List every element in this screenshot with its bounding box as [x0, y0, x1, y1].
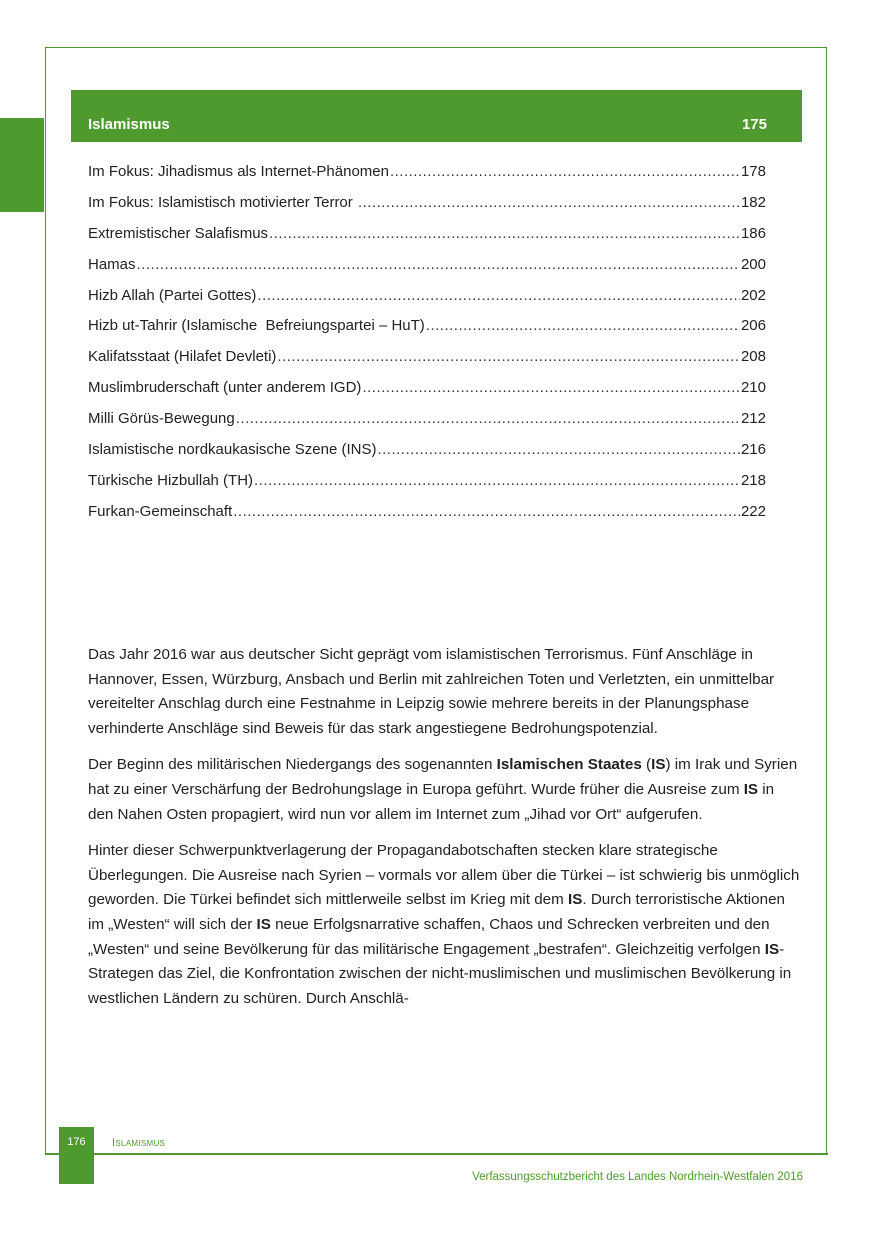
- toc-leader-dots: [390, 162, 740, 182]
- chapter-side-tab: [0, 118, 44, 212]
- toc-entry-label: Islamistische nordkaukasische Szene (INS): [88, 441, 377, 459]
- bold-term: IS: [764, 940, 780, 958]
- toc-leader-dots: [254, 471, 740, 491]
- toc-entry[interactable]: [88, 193, 766, 224]
- bold-term: IS: [256, 915, 271, 933]
- paragraph: Das Jahr 2016 war aus deutscher Sicht geprägt vom islamistischen Terrorismus. Fünf Anschläge in Hannover, Essen, Würzburg, Ansbach und Berlin mit zahlreichen Toten und Verletzten, ein unmittelbar vereitelter Anschlag durch eine Festnahme in Leipzig sowie mehrere bereits in der Planungsphase verhinderte Anschläge sind Beweis für das stark angestiegene Bedrohungspotenzial.: [88, 646, 775, 737]
- text-run: in den Nahen Osten propagiert, wird nun vor allem im Internet zum „Jihad vor Ort“ aufgerufen.: [88, 780, 775, 823]
- toc-entry[interactable]: [88, 471, 766, 502]
- toc-leader-dots: [362, 378, 740, 398]
- footer-page-number-text: 176: [67, 1136, 86, 1148]
- toc-entry-label: Türkische Hizbullah (TH): [88, 471, 254, 489]
- toc-entry[interactable]: [88, 347, 766, 378]
- toc-entry-label: Milli Görüs-Bewegung: [88, 410, 235, 428]
- text-run: ) im Irak und Syrien hat zu einer Verschärfung der Bedrohungslage in Europa geführt. Wurde früher die Ausreise zum: [88, 756, 798, 798]
- chapter-page-number: 175: [741, 116, 767, 133]
- toc-entry-page: 208: [740, 348, 766, 366]
- toc-entry-page: 218: [740, 471, 766, 489]
- bold-term: IS: [568, 891, 583, 909]
- toc-entry-label: Im Fokus: Jihadismus als Internet-Phänomen: [88, 163, 389, 180]
- toc-entry-label: Hizb ut-Tahrir (Islamische Befreiungspartei – HuT): [88, 317, 425, 335]
- footer-section-title: Islamismus: [112, 1137, 166, 1149]
- toc-leader-dots: [277, 347, 740, 367]
- toc-leader-dots: [377, 440, 740, 460]
- chapter-header: [71, 90, 802, 142]
- toc-entry-label: Muslimbruderschaft (unter anderem IGD): [88, 379, 362, 397]
- toc-leader-dots: [233, 502, 740, 522]
- frame-bottom-rule: [45, 1153, 828, 1155]
- toc-entry[interactable]: [88, 286, 766, 317]
- toc-entry-page: 178: [740, 163, 766, 180]
- toc-leader-dots: [269, 224, 740, 244]
- toc-entry[interactable]: [88, 316, 766, 347]
- toc-leader-dots: [426, 316, 740, 336]
- toc-entry-page: 222: [740, 502, 766, 520]
- toc-entry-page: 212: [740, 410, 766, 428]
- toc-entry-label: Furkan-Gemeinschaft: [88, 502, 233, 520]
- toc-entry[interactable]: [88, 224, 766, 255]
- paragraph: [88, 753, 803, 827]
- paragraph: [88, 839, 803, 1011]
- toc-entry-page: 206: [740, 317, 766, 335]
- toc-entry-page: 186: [740, 224, 766, 242]
- text-run: neue Erfolgsnarrative schaffen, Chaos und Schrecken verbreiten und den „Westen“ und seine Bevölkerung für das militärische Engagement „bestrafen“. Gleichzeitig verfolgen: [88, 915, 770, 958]
- toc-entry-page: 216: [740, 441, 766, 459]
- text-run: Hinter dieser Schwerpunktverlagerung der Propagandabotschaften stecken klare strategische Überlegungen. Die Ausreise nach Syrien – vormals vor allem über die Türkei – ist schwierig bis unmöglich geworden. Die Türkei befindet sich mittlerweile selbst im Krieg mit dem: [88, 842, 800, 909]
- toc-leader-dots: [236, 409, 740, 429]
- text-run: (: [641, 756, 652, 774]
- toc-entry-page: 182: [740, 193, 766, 211]
- toc-entry[interactable]: [88, 255, 766, 286]
- toc-entry-label: Kalifatsstaat (Hilafet Devleti): [88, 348, 277, 366]
- toc-entry-page: 202: [740, 286, 766, 304]
- toc-entry-page: 210: [740, 379, 766, 397]
- toc-entry-page: 200: [740, 255, 766, 273]
- text-run: Der Beginn des militärischen Niedergangs des sogenannten: [88, 756, 497, 774]
- text-run: . Durch terroristische Aktionen im „Westen“ will sich der: [88, 891, 785, 933]
- body-text: [88, 643, 803, 1023]
- text-run: -Strategen das Ziel, die Konfrontation zwischen der nicht-muslimischen und muslimischen Bevölkerung in westlichen Ländern zu schüren. Durch Anschlä-: [88, 940, 792, 1007]
- toc-entry-label: Hamas: [88, 255, 136, 273]
- bold-term: IS: [651, 756, 666, 774]
- chapter-title: Islamismus: [88, 116, 170, 133]
- toc-entry-label: Extremistischer Salafismus: [88, 224, 269, 242]
- bold-term: IS: [743, 780, 759, 798]
- footer-page-number: [59, 1127, 94, 1184]
- toc-entry-label: Im Fokus: Islamistisch motivierter Terror: [88, 193, 357, 211]
- toc-leader-dots: [257, 286, 740, 306]
- toc-entry[interactable]: [88, 162, 766, 193]
- toc-entry[interactable]: [88, 502, 766, 533]
- table-of-contents: [88, 162, 766, 533]
- toc-leader-dots: [137, 255, 740, 275]
- toc-leader-dots: [358, 193, 740, 213]
- toc-entry-label: Hizb Allah (Partei Gottes): [88, 286, 257, 304]
- toc-entry[interactable]: [88, 378, 766, 409]
- toc-entry[interactable]: [88, 440, 766, 471]
- bold-term: Islamischen Staates: [496, 756, 642, 774]
- toc-entry[interactable]: [88, 409, 766, 440]
- footer-publication: Verfassungsschutzbericht des Landes Nordrhein-Westfalen 2016: [472, 1171, 803, 1183]
